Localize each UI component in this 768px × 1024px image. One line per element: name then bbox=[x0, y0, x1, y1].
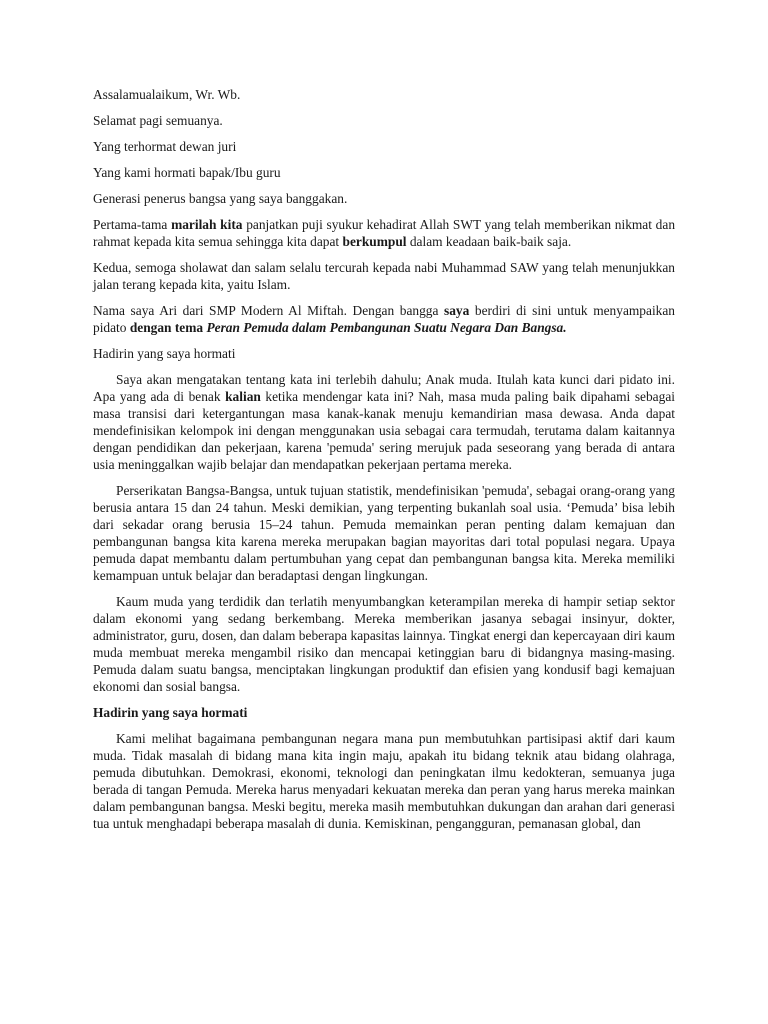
address-students: Generasi penerus bangsa yang saya banggakan. bbox=[93, 191, 348, 206]
address-jury: Yang terhormat dewan juri bbox=[93, 139, 237, 154]
speech-document bbox=[93, 86, 675, 841]
address-teachers: Yang kami hormati bapak/Ibu guru bbox=[93, 165, 281, 180]
opening-salam: Assalamualaikum, Wr. Wb. bbox=[93, 87, 241, 102]
paragraph-introduction: Nama saya Ari dari SMP Modern Al Miftah. Dengan bangga saya berdiri di sini untuk menyampaikan pidato dengan tema Peran Pemuda dalam Pembangunan Suatu Negara Dan Bangsa. bbox=[93, 303, 675, 335]
paragraph-un-definition: Perserikatan Bangsa-Bangsa, untuk tujuan statistik, mendefinisikan 'pemuda', sebagai orang-orang yang berusia antara 15 dan 24 tahun. Meski demikian, yang terpenting bukanlah soal usia. ‘Pemuda’ bisa lebih dari sekadar orang berusia 15–24 tahun. Pemuda memainkan peran penting dalam kemajuan dan pembangunan bangsa kita karena mereka merupakan bagian mayoritas dari total populasi negara. Upaya pemuda dapat membantu dalam pertumbuhan yang cepat dan pembangunan bangsa kita. Mereka memiliki kemampuan untuk belajar dan beradaptasi dengan lingkungan. bbox=[93, 483, 675, 583]
section-heading-1: Hadirin yang saya hormati bbox=[93, 346, 236, 361]
paragraph-educated-youth: Kaum muda yang terdidik dan terlatih menyumbangkan keterampilan mereka di hampir setiap sektor dalam ekonomi yang sedang berkembang. Mereka memberikan jasanya sebagai insinyur, dokter, administrator, guru, dosen, dan dalam beberapa kapasitas lainnya. Tingkat energi dan kepercayaan diri kaum muda membuat mereka mengambil risiko dan mencapai ketinggian baru di bidangnya masing-masing. Pemuda dalam suatu bangsa, menciptakan lingkungan produktif dan efisien yang kondusif bagi kemajuan ekonomi dan sosial bangsa. bbox=[93, 594, 675, 694]
greeting-line: Selamat pagi semuanya. bbox=[93, 113, 223, 128]
paragraph-sholawat: Kedua, semoga sholawat dan salam selalu tercurah kepada nabi Muhammad SAW yang telah menunjukkan jalan terang kepada kita, yaitu Islam. bbox=[93, 260, 675, 292]
paragraph-gratitude: Pertama-tama marilah kita panjatkan puji syukur kehadirat Allah SWT yang telah memberikan nikmat dan rahmat kepada kita semua sehingga kita dapat berkumpul dalam keadaan baik-baik saja. bbox=[93, 217, 676, 249]
section-heading-2: Hadirin yang saya hormati bbox=[93, 705, 248, 720]
paragraph-youth-definition: Saya akan mengatakan tentang kata ini terlebih dahulu; Anak muda. Itulah kata kunci dari pidato ini. Apa yang ada di benak kalian ketika mendengar kata ini? Nah, masa muda paling baik dipahami sebagai masa transisi dari ketergantungan masa kanak-kanak menuju kemandirian masa dewasa. Anda dapat mendefinisikan kelompok ini dengan menggunakan usia sebagai cara termudah, terutama dalam kaitannya dengan pendidikan dan pekerjaan, karena 'pemuda' sering merujuk pada seseorang yang berada di antara usia meninggalkan wajib belajar dan mendapatkan pekerjaan pertama mereka. bbox=[93, 372, 675, 472]
paragraph-national-development: Kami melihat bagaimana pembangunan negara mana pun membutuhkan partisipasi aktif dari kaum muda. Tidak masalah di bidang mana kita ingin maju, apakah itu bidang teknik atau bidang olahraga, pemuda dibutuhkan. Demokrasi, ekonomi, teknologi dan peningkatan ilmu kedokteran, semuanya juga berada di tangan Pemuda. Mereka harus menyadari kekuatan mereka dan peran yang harus mereka mainkan dalam pembangunan bangsa. Meski begitu, mereka masih membutuhkan dukungan dan arahan dari generasi tua untuk menghadapi beberapa masalah di dunia. Kemiskinan, pengangguran, pemanasan global, dan bbox=[93, 731, 675, 831]
